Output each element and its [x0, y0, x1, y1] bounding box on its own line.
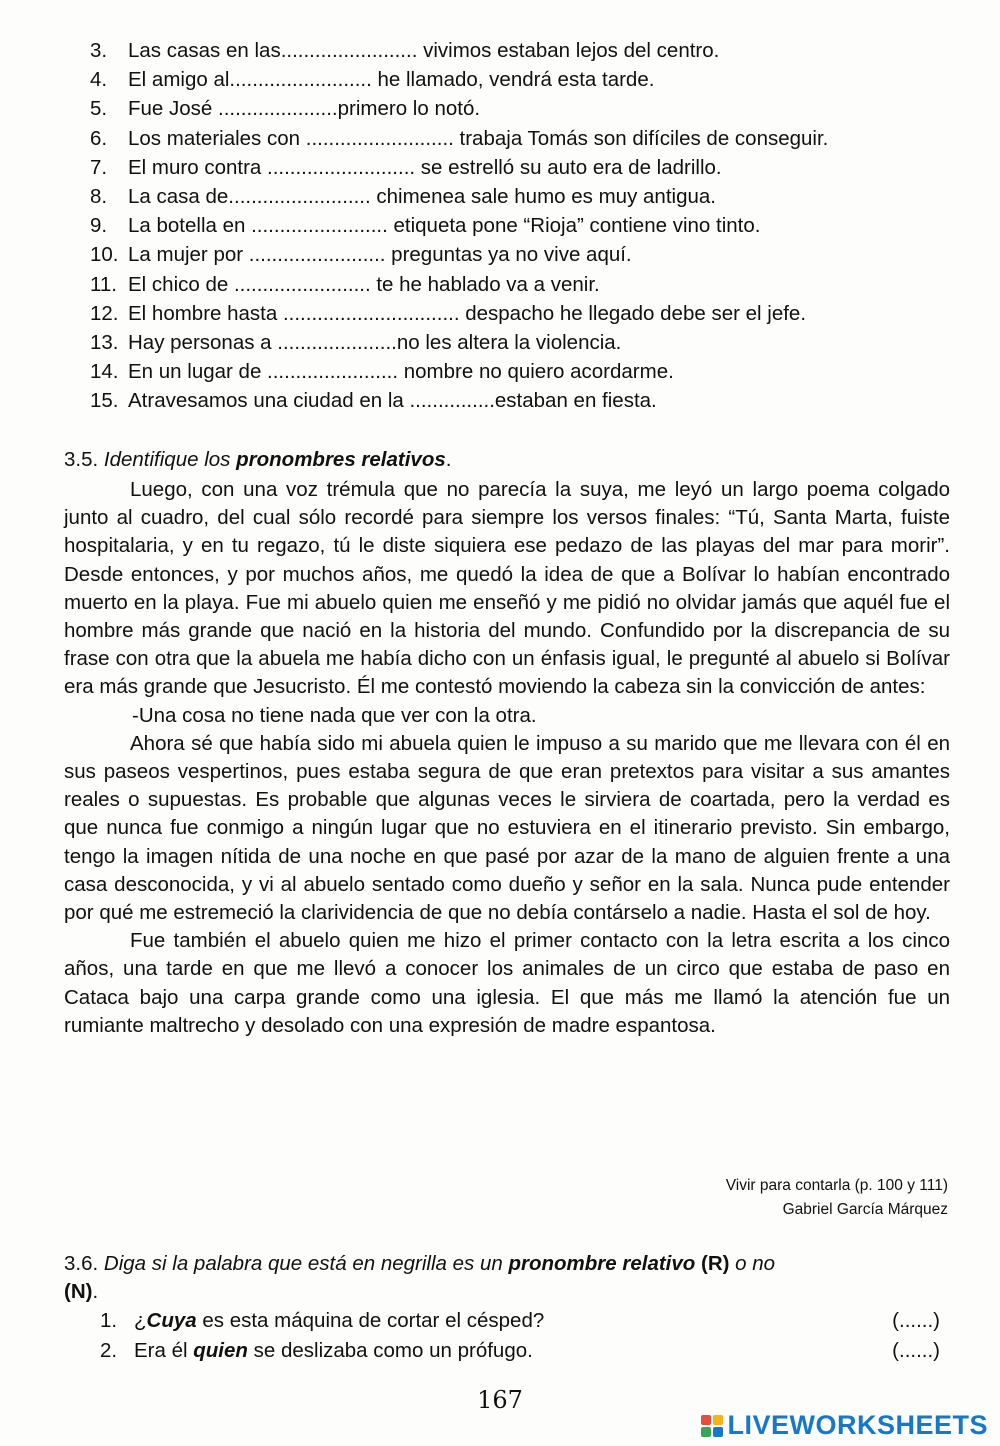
brand-name: LIVEWORKSHEETS — [727, 1410, 988, 1440]
list-item: 10. La mujer por ........................ preguntas ya no vive aquí. — [90, 243, 632, 267]
section-3-5-heading: 3.5. Identifique los pronombres relativos. — [64, 448, 452, 471]
logo-grid-icon — [701, 1415, 723, 1437]
paragraph: Luego, con una voz trémula que no parecía la suya, me leyó un largo poema colgado junto al cuadro, del cual sólo recordé para siempre los versos finales: “Tú, Santa Marta, fuiste hospitalaria, y en tu regazo, tú le diste siquiera ese pedazo de las playas del mar para morir”. Desde entonces, y por muchos años, me quedó la idea de que a Bolívar lo habían encontrado muerto en la playa. Fue mi abuelo quien me enseñó y me pidió no olvidar jamás que aquél fue el hombre más grande que nació en la historia del mundo. Confundido por la discrepancia de su frase con otra que la abuela me había dicho con un énfasis igual, le pregunté al abuelo si Bolívar era más grande que Jesucristo. Él me contestó moviendo la cabeza sin la convicción de antes: — [64, 478, 950, 699]
list-item: 9. La botella en ........................ etiqueta pone “Rioja” contiene vino tinto. — [90, 214, 761, 238]
answer-blank[interactable]: (......) — [892, 1339, 940, 1362]
list-item: 3. Las casas en las........................ vivimos estaban lejos del centro. — [90, 39, 720, 62]
list-item: 7. El muro contra .......................... se estrelló su auto era de ladrillo. — [90, 155, 722, 179]
list-item: 5. Fue José .....................primero lo notó. — [90, 97, 481, 121]
citation — [726, 1174, 948, 1222]
list-item: 8. La casa de......................... chimenea sale humo es muy antigua. — [90, 185, 716, 209]
paragraph: -Una cosa no tiene nada que ver con la otra. — [132, 703, 537, 727]
list-item: 11. El chico de ........................ te he hablado va a venir. — [90, 272, 600, 296]
answer-blank[interactable]: (......) — [892, 1309, 940, 1332]
list-item: 14. En un lugar de ....................... nombre no quiero acordarme. — [90, 360, 674, 384]
paragraph: Ahora sé que había sido mi abuela quien le impuso a su marido que me llevara con él en sus paseos vespertinos, pues estaba segura de que eran pretextos para visitar a sus amantes reales o supuestas. Es probable que algunas veces le sirviera de coartada, pero la verdad es que nunca fue conmigo a ningún lugar que no estuviera en el itinerario previsto. Sin embargo, tengo la imagen nítida de una noche en que pasé por azar de la mano de alguien frente a una casa desconocida, y vi al abuelo sentado como dueño y señor en la sala. Nunca pude entender por qué me estremeció la clarividencia de que no debía contárselo a nadie. Hasta el sol de hoy. — [64, 731, 950, 925]
reading-passage — [64, 476, 950, 1040]
list-item: 12. El hombre hasta ............................... despacho he llegado debe ser el jefe. — [90, 301, 807, 325]
section-3-6-heading: 3.6. Diga si la palabra que está en negrilla es un pronombre relativo (R) o no (N). — [64, 1252, 776, 1303]
list-item: 15. Atravesamos una ciudad en la ...............estaban en fiesta. — [90, 389, 657, 413]
page-number: 167 — [477, 1386, 523, 1414]
list-item: 6. Los materiales con .......................... trabaja Tomás son difíciles de conseguir. — [90, 126, 829, 150]
liveworksheets-logo — [701, 1410, 988, 1441]
question-list — [100, 1306, 940, 1366]
citation-author: Gabriel García Márquez — [782, 1201, 948, 1218]
exercise-list — [90, 36, 980, 416]
list-item: 2. Era él quien se deslizaba como un prófugo. (......) — [100, 1336, 940, 1366]
list-item: 13. Hay personas a .....................no les altera la violencia. — [90, 331, 622, 355]
list-item: 4. El amigo al......................... he llamado, vendrá esta tarde. — [90, 68, 655, 92]
citation-book: Vivir para contarla (p. 100 y 111) — [725, 1177, 948, 1194]
list-item: 1. ¿Cuya es esta máquina de cortar el césped? (......) — [100, 1306, 940, 1336]
paragraph: Fue también el abuelo quien me hizo el primer contacto con la letra escrita a los cinco años, una tarde en que me llevó a conocer los animales de un circo que estaba de paso en Cataca bajo una carpa grande como una iglesia. El que más me llamó la atención fue un rumiante maltrecho y desolado con una expresión de madre espantosa. — [64, 929, 950, 1037]
